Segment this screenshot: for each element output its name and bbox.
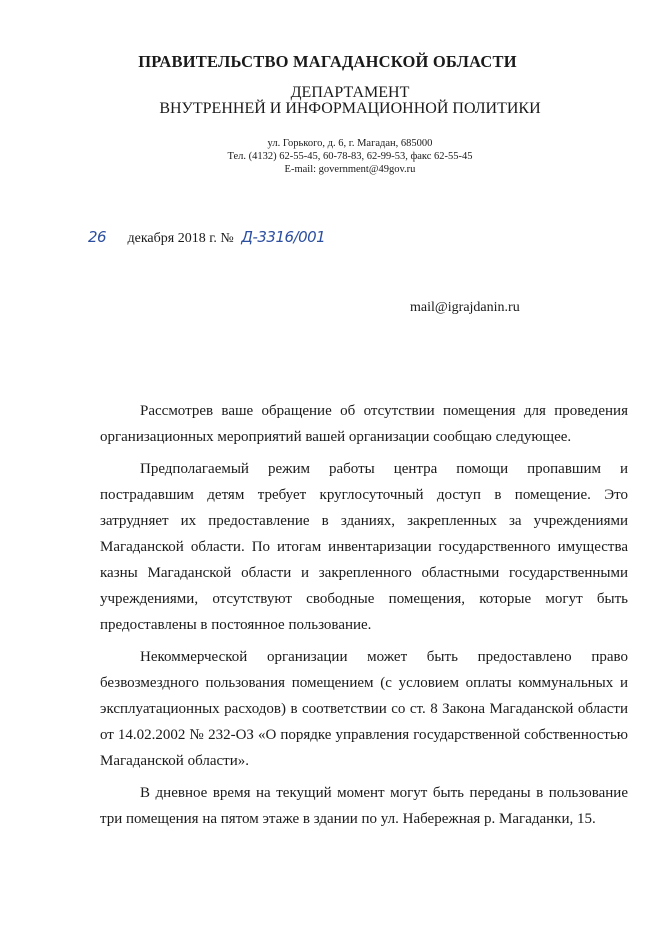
department-title-line1: ДЕПАРТАМЕНТ (290, 84, 410, 101)
paragraph-2: Предполагаемый режим работы центра помощи пропавшим и пострадавшим детям требует круглосуточный доступ в помещение. Это затрудняет их предоставление в зданиях, закрепленных за учреждениями Магаданской области. По итогам инвентаризации государственного имущества казны Магаданской области и закрепленного областными государственными учреждениями, отсутствуют свободные помещения, которые могут быть предоставлены в постоянное пользование. (100, 461, 628, 633)
paragraph-1: Рассмотрев ваше обращение об отсутствии помещения для проведения организационных мероприятий вашей организации сообщаю следующее. (100, 403, 628, 445)
date-month-year: декабря 2018 г. № (127, 231, 234, 246)
email-line: E-mail: government@49gov.ru (284, 164, 416, 175)
address-line: ул. Горького, д. 6, г. Магадан, 685000 (267, 138, 433, 149)
paragraph-4: В дневное время на текущий момент могут быть переданы в пользование три помещения на пятом этаже в здании по ул. Набережная р. Магаданки, 15. (100, 785, 628, 827)
government-title: ПРАВИТЕЛЬСТВО МАГАДАНСКОЙ ОБЛАСТИ (138, 52, 517, 71)
letter-body (100, 398, 628, 838)
recipient-email: mail@igrajdanin.ru (410, 300, 520, 315)
handwritten-day: 26 (88, 228, 107, 246)
phone-line: Тел. (4132) 62-55-45, 60-78-83, 62-99-53, факс 62-55-45 (227, 151, 473, 162)
handwritten-document-number: Д-3316/001 (241, 228, 326, 246)
department-title-line2: ВНУТРЕННЕЙ И ИНФОРМАЦИОННОЙ ПОЛИТИКИ (159, 100, 541, 117)
paragraph-3: Некоммерческой организации может быть предоставлено право безвозмездного пользования помещением (с условием оплаты коммунальных и эксплуатационных расходов) в соответствии со ст. 8 Закона Магаданской области от 14.02.2002 № 232-ОЗ «О порядке управления государственной собственностью Магаданской области». (100, 649, 628, 769)
dateline (88, 228, 325, 247)
